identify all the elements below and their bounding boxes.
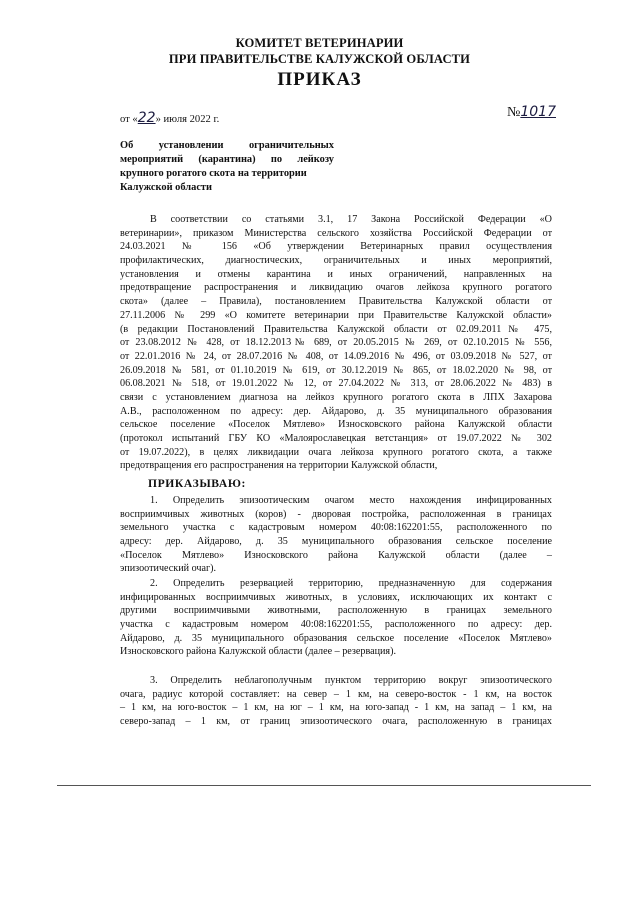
paragraph-line: восприимчивых животных (коров) - дворовая постройка, расположенная в границах [120, 508, 552, 520]
paragraph-line: предотвращения его распространения на территории Калужской области, [120, 460, 438, 472]
number-handwritten: 1017 [520, 104, 556, 120]
paragraph-line: от 19.07.2022), в целях ликвидации очага лейкоза крупного рогатого скота, а также [120, 446, 552, 458]
order-subject [120, 139, 334, 195]
paragraph-line: от 23.08.2012 № 428, от 18.12.2013№ 689, от 20.05.2015 № 269, от 02.10.2015 № 556, [120, 337, 552, 349]
paragraph-line: (протокол испытаний ГБУ КО «Малоярославецкая ветстанция» от 19.07.2022 № 302 [120, 433, 552, 444]
paragraph-line: 27.11.2006 № 299 «О комитете ветеринарии при Правительстве Калужской области» [120, 309, 552, 321]
paragraph-line: 3. Определить неблагополучным пунктом территорию вокруг эпизоотического [150, 675, 552, 686]
paragraph-line: – 1 км, на юго-восток – 1 км, на юг – 1 км, на юго-запад - 1 км, на запад – 1 км, на [120, 702, 552, 714]
order-number [507, 104, 556, 121]
paragraph-line: 2. Определить резервацией территорию, предназначенную для содержания [150, 578, 552, 589]
paragraph-line: профилактических, диагностических, ограничительных и иных мероприятий, [120, 255, 552, 267]
paragraph-line: 26.09.2018 № 581, от 01.10.2019 № 619, от 30.12.2019 № 865, от 18.02.2020 № 98, от [120, 364, 552, 376]
date-prefix: от « [120, 114, 138, 125]
order-item-1 [120, 494, 552, 576]
subject-line: Калужской области [120, 182, 213, 193]
order-item-2 [120, 577, 552, 659]
date-suffix: » июля 2022 г. [155, 114, 220, 125]
issuer-subtitle: ПРИ ПРАВИТЕЛЬСТВЕ КАЛУЖСКОЙ ОБЛАСТИ [168, 52, 471, 66]
paragraph-line: 06.08.2021 № 518, от 19.01.2022 № 12, от 27.04.2022 № 313, от 28.06.2022 № 483) в [120, 378, 552, 390]
paragraph-line: Айдарово, д. 35 муниципального образования сельское поселение «Поселок Мятлево» [120, 632, 552, 644]
paragraph-line: адресу: дер. Айдарово, д. 35 муниципального образования сельское поселение [120, 536, 552, 548]
paragraph-line: скота» (далее – Правила), постановлением Правительства Калужской области от [120, 296, 552, 308]
number-sign: № [507, 105, 521, 120]
issuer-name: КОМИТЕТ ВЕТЕРИНАРИИ [235, 36, 404, 50]
paragraph-line: эпизоотический очаг). [120, 563, 217, 575]
subject-line: крупного рогатого скота на территории [120, 168, 307, 179]
preamble-paragraph [120, 213, 552, 473]
paragraph-line: земельного участка с кадастровым номером 40:08:162201:55, расположенного по [120, 522, 552, 534]
date-day-handwritten: 22 [137, 110, 156, 126]
paragraph-line: «Поселок Мятлево» Износковского района Калужской области (далее – [120, 549, 552, 561]
paragraph-line: В соответствии со статьями 3.1, 17 Закона Российской Федерации «О [150, 214, 552, 225]
paragraph-line: установления и отмены карантина и иных ограничений, направленных на [120, 268, 552, 280]
paragraph-line: от 22.01.2016 № 24, от 28.07.2016 № 408, от 14.09.2016 № 496, от 03.09.2018 № 527, от [120, 350, 552, 362]
paragraph-line: 1. Определить эпизоотическим очагом место нахождения инфицированных [150, 495, 552, 506]
paragraph-line: очага, радиус которой составляет: на север – 1 км, на северо-восток - 1 км, на восток [120, 688, 552, 700]
subject-line: мероприятий (карантина) по лейкозу [120, 154, 334, 165]
page-divider-line [57, 785, 591, 786]
paragraph-line: сельское поселение «Поселок Мятлево» Износковского района Калужской области [120, 419, 552, 431]
paragraph-line: А.В., расположенном по адресу: дер. Айдарово, д. 35 муниципального образования [120, 405, 552, 417]
paragraph-line: (в редакции Постановлений Правительства Калужской области от 02.09.2011№ 475, [120, 323, 552, 335]
paragraph-line: инфицированных восприимчивых животных, в условиях, исключающих их контакт с [120, 591, 552, 603]
paragraph-line: 24.03.2021 № 156 «Об утверждении Ветеринарных правил осуществления [120, 241, 552, 253]
order-item-3 [120, 674, 552, 729]
subject-line: Об установлении ограничительных [120, 140, 334, 151]
paragraph-line: Износковского района Калужской области (далее – резервация). [120, 646, 396, 658]
paragraph-line: участка с кадастровым номером 40:08:162201:55, расположенного по адресу: дер. [120, 619, 552, 631]
document-title: ПРИКАЗ [277, 69, 362, 90]
paragraph-line: другими восприимчивыми животными, расположенную в границах земельного [120, 605, 552, 617]
paragraph-line: северо-запад – 1 км, от границ эпизоотического очага, расположенную в границах [120, 716, 552, 728]
paragraph-line: ветеринарии», приказом Министерства сельского хозяйства Российской Федерации от [120, 227, 552, 239]
order-date [120, 110, 219, 126]
paragraph-line: связи с установлением диагноза на лейкоз крупного рогатого скота в ЛПХ Захарова [120, 391, 552, 403]
paragraph-line: предотвращение распространения и ликвидацию очагов лейкоза крупного рогатого [120, 282, 552, 294]
order-heading: ПРИКАЗЫВАЮ: [148, 477, 247, 490]
